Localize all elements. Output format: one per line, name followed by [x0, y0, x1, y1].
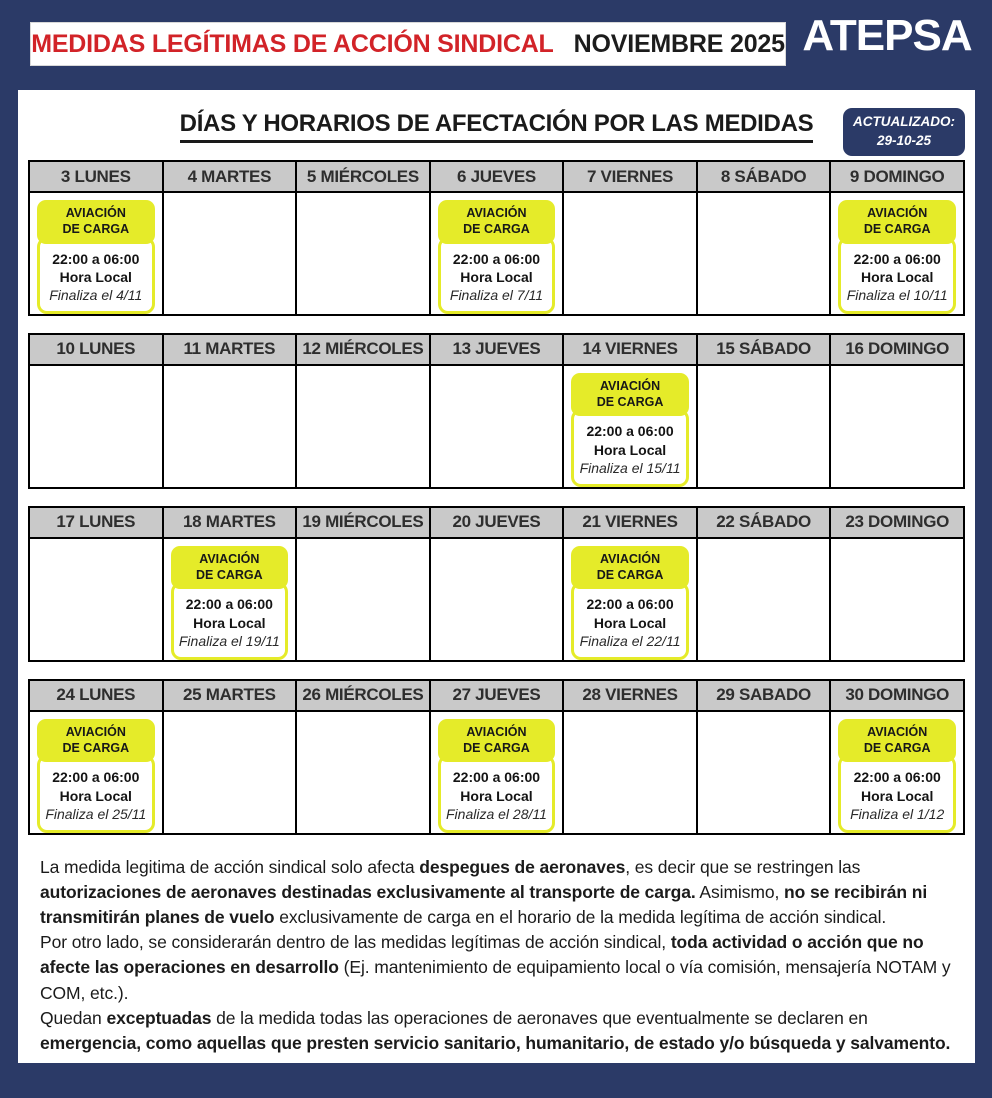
- day-cell: [296, 192, 430, 315]
- day-cell: [830, 192, 964, 315]
- header-bar: [30, 22, 786, 66]
- measure-detail-box: [37, 755, 155, 832]
- measure-end-date: Finaliza el 28/11: [446, 806, 547, 823]
- measure-detail-box: [838, 237, 956, 314]
- day-header: 25 MARTES: [163, 680, 297, 711]
- calendar-title: DÍAS Y HORARIOS DE AFECTACIÓN POR LAS MEDIDAS: [180, 110, 814, 143]
- day-header: 23 DOMINGO: [830, 507, 964, 538]
- day-header: 4 MARTES: [163, 161, 297, 192]
- measure-detail-box: [171, 582, 289, 659]
- measure-time: 22:00 a 06:00: [452, 250, 541, 267]
- measure-detail-box: [838, 755, 956, 832]
- week-table-4: [28, 679, 965, 835]
- week-table-1: [28, 160, 965, 316]
- day-header: 26 MIÉRCOLES: [296, 680, 430, 711]
- measure-time: 22:00 a 06:00: [185, 596, 273, 613]
- day-cell: [697, 365, 831, 488]
- day-header: 11 MARTES: [163, 334, 297, 365]
- cargo-aviation-badge: AVIACIÓN DE CARGA: [571, 546, 689, 590]
- measure-time: 22:00 a 06:00: [586, 596, 674, 613]
- cargo-aviation-badge: AVIACIÓN DE CARGA: [171, 546, 289, 590]
- calendar-weeks: [18, 160, 975, 835]
- day-header: 18 MARTES: [163, 507, 297, 538]
- day-cell: [296, 538, 430, 661]
- measure-detail-box: [571, 409, 689, 486]
- day-cell: [563, 711, 697, 834]
- day-header: 27 JUEVES: [430, 680, 564, 711]
- measure-time: 22:00 a 06:00: [853, 769, 941, 786]
- day-cell: [163, 711, 297, 834]
- notes-text: [40, 855, 953, 1057]
- day-header: 19 MIÉRCOLES: [296, 507, 430, 538]
- day-header: 13 JUEVES: [430, 334, 564, 365]
- note-paragraph-1: La medida legitima de acción sindical solo afecta despegues de aeronaves, es decir que se restringen las autorizaciones de aeronaves destinadas exclusivamente al transporte de carga. Asimismo, no se recibirán ni transmitirán planes de vuelo exclusivamente de carga en el horario de la medida legítima de acción sindical.: [40, 856, 928, 927]
- measure-time: 22:00 a 06:00: [52, 250, 140, 267]
- measure-detail-box: [438, 237, 556, 314]
- day-header: 5 MIÉRCOLES: [296, 161, 430, 192]
- day-header: 8 SÁBADO: [697, 161, 831, 192]
- day-header: 24 LUNES: [29, 680, 163, 711]
- main-panel: [18, 90, 975, 1063]
- cargo-aviation-badge: AVIACIÓN DE CARGA: [838, 200, 956, 244]
- day-header: 28 VIERNES: [563, 680, 697, 711]
- day-cell: [29, 365, 163, 488]
- day-cell: [296, 365, 430, 488]
- day-cell: [430, 192, 564, 315]
- day-header: 12 MIÉRCOLES: [296, 334, 430, 365]
- cargo-aviation-badge: AVIACIÓN DE CARGA: [37, 719, 155, 763]
- day-header: 6 JUEVES: [430, 161, 564, 192]
- measure-time: 22:00 a 06:00: [52, 769, 140, 786]
- header-title: MEDIDAS LEGÍTIMAS DE ACCIÓN SINDICAL: [31, 29, 554, 58]
- day-header: 9 DOMINGO: [830, 161, 964, 192]
- day-cell: [697, 192, 831, 315]
- measure-time-label: Hora Local: [460, 787, 533, 804]
- day-header: 30 DOMINGO: [830, 680, 964, 711]
- day-cell: [563, 538, 697, 661]
- day-cell: [430, 538, 564, 661]
- day-cell: [697, 711, 831, 834]
- measure-end-date: Finaliza el 22/11: [579, 633, 681, 650]
- day-header: 10 LUNES: [29, 334, 163, 365]
- day-cell: [163, 192, 297, 315]
- day-cell: [29, 192, 163, 315]
- day-cell: [296, 711, 430, 834]
- day-cell: [697, 538, 831, 661]
- measure-end-date: Finaliza el 15/11: [579, 460, 681, 477]
- day-cell: [830, 711, 964, 834]
- cargo-aviation-badge: AVIACIÓN DE CARGA: [571, 373, 689, 417]
- measure-time-label: Hora Local: [460, 268, 533, 285]
- day-header: 3 LUNES: [29, 161, 163, 192]
- day-header: 16 DOMINGO: [830, 334, 964, 365]
- day-header: 21 VIERNES: [563, 507, 697, 538]
- measure-time-label: Hora Local: [593, 441, 667, 458]
- day-cell: [830, 538, 964, 661]
- day-header: 29 SABADO: [697, 680, 831, 711]
- day-cell: [563, 192, 697, 315]
- measure-end-date: Finaliza el 10/11: [846, 287, 948, 304]
- day-cell: [29, 711, 163, 834]
- measure-detail-box: [37, 237, 155, 314]
- measure-time: 22:00 a 06:00: [853, 250, 941, 267]
- updated-date: 29-10-25: [876, 132, 932, 148]
- measure-time-label: Hora Local: [59, 268, 132, 285]
- measure-time-label: Hora Local: [193, 614, 266, 631]
- day-cell: [430, 711, 564, 834]
- day-header: 14 VIERNES: [563, 334, 697, 365]
- header-month: NOVIEMBRE 2025: [573, 29, 785, 58]
- measure-detail-box: [571, 582, 689, 659]
- calendar-title-row: [18, 104, 975, 150]
- measure-end-date: Finaliza el 7/11: [449, 287, 544, 304]
- measure-time: 22:00 a 06:00: [452, 769, 541, 786]
- measure-time: 22:00 a 06:00: [586, 423, 674, 440]
- updated-badge: [843, 108, 965, 156]
- day-cell: [163, 538, 297, 661]
- cargo-aviation-badge: AVIACIÓN DE CARGA: [37, 200, 155, 244]
- day-cell: [563, 365, 697, 488]
- day-cell: [29, 538, 163, 661]
- day-cell: [163, 365, 297, 488]
- measure-end-date: Finaliza el 4/11: [49, 287, 143, 304]
- cargo-aviation-badge: AVIACIÓN DE CARGA: [438, 719, 556, 763]
- week-table-3: [28, 506, 965, 662]
- measure-end-date: Finaliza el 19/11: [178, 633, 280, 650]
- day-header: 17 LUNES: [29, 507, 163, 538]
- day-cell: [830, 365, 964, 488]
- measure-time-label: Hora Local: [861, 268, 934, 285]
- measure-time-label: Hora Local: [861, 787, 934, 804]
- atepsa-logo: ATEPSA: [802, 11, 972, 60]
- day-header: 22 SÁBADO: [697, 507, 831, 538]
- measure-time-label: Hora Local: [59, 787, 132, 804]
- day-header: 20 JUEVES: [430, 507, 564, 538]
- day-header: 15 SÁBADO: [697, 334, 831, 365]
- day-header: 7 VIERNES: [563, 161, 697, 192]
- updated-label: ACTUALIZADO:: [853, 114, 955, 129]
- day-cell: [430, 365, 564, 488]
- measure-end-date: Finaliza el 25/11: [45, 806, 147, 823]
- measure-end-date: Finaliza el 1/12: [850, 806, 945, 823]
- note-paragraph-3: Quedan exceptuadas de la medida todas las operaciones de aeronaves que eventualmente se declaren en emergencia, como aquellas que presten servicio sanitario, humanitario, de estado y/o búsqueda y salvamento.: [40, 1007, 951, 1053]
- cargo-aviation-badge: AVIACIÓN DE CARGA: [438, 200, 556, 244]
- cargo-aviation-badge: AVIACIÓN DE CARGA: [838, 719, 956, 763]
- measure-detail-box: [438, 755, 556, 832]
- measure-time-label: Hora Local: [593, 614, 667, 631]
- note-paragraph-2: Por otro lado, se considerarán dentro de las medidas legítimas de acción sindical, toda actividad o acción que no afecte las operaciones en desarrollo (Ej. mantenimiento de equipamiento local o vía comisión, mensajería NOTAM y COM, etc.).: [40, 932, 951, 1003]
- week-table-2: [28, 333, 965, 489]
